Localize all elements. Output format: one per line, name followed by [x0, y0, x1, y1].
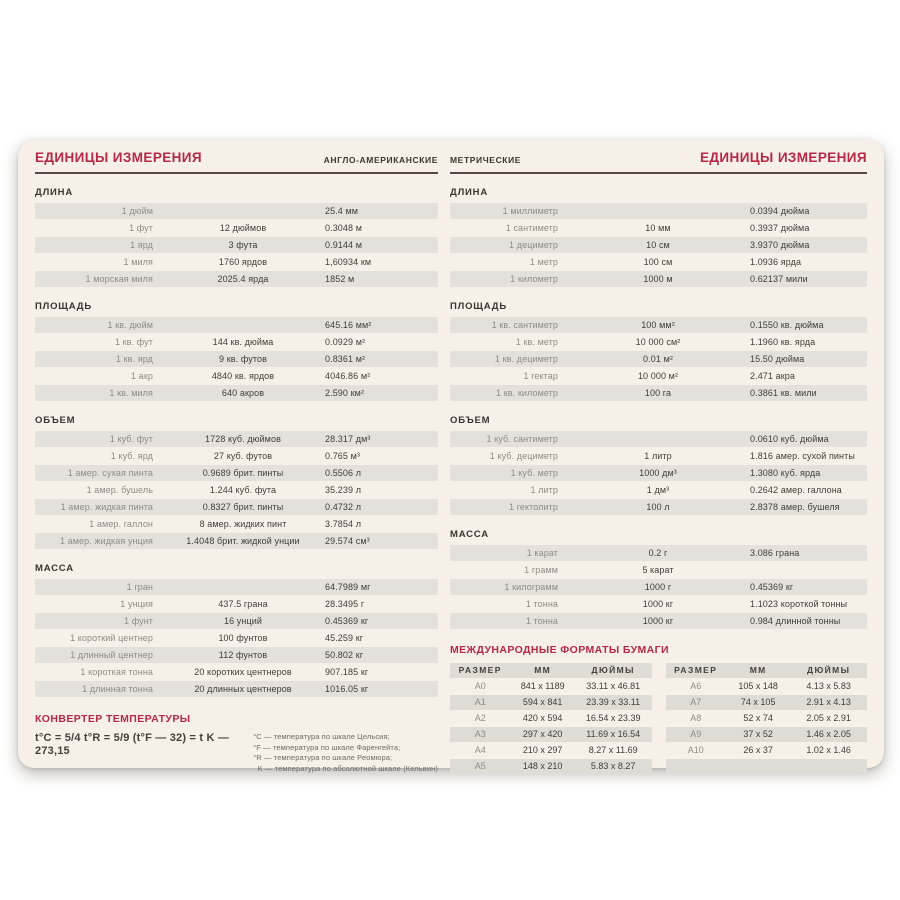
- table-cell: 1 фунт: [123, 616, 153, 626]
- table-cell: [163, 203, 323, 219]
- table-cell: 645.16 мм²: [325, 320, 372, 330]
- table-cell: 0.5506 л: [325, 468, 362, 478]
- table-cell: 8.27 x 11.69: [588, 745, 638, 755]
- column-subtitle: МЕТРИЧЕСКИЕ: [450, 155, 522, 165]
- table-cell: 23.39 x 33.11: [586, 697, 641, 707]
- table-cell: 0.9689 брит. пинты: [202, 468, 284, 478]
- table-cell: 2.8378 амер. бушеля: [750, 502, 840, 512]
- page-title: ЕДИНИЦЫ ИЗМЕРЕНИЯ: [35, 150, 202, 165]
- table-cell: 105 x 148: [738, 681, 778, 691]
- table-row: [35, 431, 438, 447]
- table-cell: A7: [690, 697, 702, 707]
- table-cell: 16.54 x 23.39: [585, 713, 641, 723]
- table-cell: 0.4732 л: [325, 502, 362, 512]
- table-cell: 1 куб. дециметр: [489, 451, 558, 461]
- table-row: [35, 681, 438, 697]
- table-cell: 29.574 см³: [325, 536, 370, 546]
- table-cell: 1 тонна: [525, 599, 558, 609]
- table-row: [450, 727, 652, 742]
- table-cell: 0.62137 мили: [750, 274, 808, 284]
- paper-formats-heading: МЕЖДУНАРОДНЫЕ ФОРМАТЫ БУМАГИ: [450, 644, 669, 656]
- temperature-legend: [253, 732, 438, 774]
- table-cell: 1 литр: [644, 451, 672, 461]
- table-row: [35, 317, 438, 333]
- table-cell: 0.765 м³: [325, 451, 361, 461]
- table-cell: 1 килограмм: [504, 582, 558, 592]
- table-cell: A6: [690, 681, 702, 691]
- table-row: [450, 613, 867, 629]
- table-cell: 0.3861 кв. мили: [750, 388, 817, 398]
- table-cell: 144 кв. дюйма: [212, 337, 274, 347]
- column-header-mm: ММ: [534, 665, 552, 675]
- table-row: [35, 448, 438, 464]
- section-length: [450, 187, 867, 288]
- table-cell: 0.0394 дюйма: [750, 206, 810, 216]
- table-cell: 25.4 мм: [325, 206, 359, 216]
- table-cell: 1728 куб. дюймов: [205, 434, 281, 444]
- table-cell: 4.13 x 5.83: [806, 681, 851, 691]
- table-cell: 16 унций: [224, 616, 262, 626]
- table-row: [450, 431, 867, 447]
- legend-line: °F — температура по шкале Фаренгейта;: [253, 742, 401, 752]
- section-volume: [35, 415, 438, 550]
- table-cell: 1 литр: [530, 485, 558, 495]
- temperature-converter: [35, 713, 438, 774]
- paper-header-row: [666, 663, 868, 678]
- table-cell: 10 см: [646, 240, 670, 250]
- table-cell: 594 x 841: [522, 697, 563, 707]
- table-cell: 26 x 37: [743, 745, 773, 755]
- table-cell: 1 грамм: [524, 565, 558, 575]
- table-cell: 112 фунтов: [218, 650, 268, 660]
- section-heading: ПЛОЩАДЬ: [450, 301, 507, 312]
- table-cell: 5 карат: [642, 565, 674, 575]
- table-cell: 1 миллиметр: [502, 206, 558, 216]
- table-cell: 4046.86 м²: [325, 371, 371, 381]
- table-cell: 11.69 x 16.54: [586, 729, 641, 739]
- table-cell: 1 унция: [120, 599, 153, 609]
- table-cell: 1 кв. миля: [109, 388, 153, 398]
- table-row: [450, 448, 867, 464]
- legend-line: K — температура по абсолютной шкале (Кельвин): [253, 763, 438, 773]
- temperature-body: [35, 732, 438, 774]
- unit-table-mass: [450, 545, 867, 629]
- table-cell: 2025.4 ярда: [217, 274, 269, 284]
- table-cell: 15.50 дюйма: [750, 354, 805, 364]
- table-row: [450, 220, 867, 236]
- table-row: [450, 237, 867, 253]
- table-cell: A0: [474, 681, 486, 691]
- table-cell: 28.317 дм³: [325, 434, 371, 444]
- table-cell: 1 тонна: [525, 616, 558, 626]
- table-cell: 12 дюймов: [219, 223, 267, 233]
- table-cell: 1 короткая тонна: [80, 667, 153, 677]
- paper-tables: [450, 663, 867, 775]
- column-subtitle: АНГЛО-АМЕРИКАНСКИЕ: [323, 155, 438, 165]
- table-cell: 1 короткий центнер: [70, 633, 153, 643]
- column-header: [35, 150, 438, 174]
- table-cell: 20 длинных центнеров: [194, 684, 292, 694]
- column-anglo-american: [35, 150, 438, 773]
- table-cell: 1 дм³: [646, 485, 670, 495]
- table-cell: 1 куб. фут: [109, 434, 153, 444]
- table-cell: 100 л: [646, 502, 670, 512]
- table-cell: 1 кв. дюйм: [107, 320, 153, 330]
- table-cell: 74 x 105: [740, 697, 776, 707]
- unit-table-volume: [450, 431, 867, 515]
- legend-line: °R — температура по шкале Реомюра;: [253, 753, 393, 762]
- table-cell: 1.0936 ярда: [750, 257, 802, 267]
- table-cell: 0.1550 кв. дюйма: [750, 320, 824, 330]
- table-cell: A2: [474, 713, 486, 723]
- table-cell: 27 куб. футов: [213, 451, 273, 461]
- table-cell: 1.816 амер. сухой пинты: [750, 451, 855, 461]
- table-cell: 1760 ярдов: [218, 257, 268, 267]
- table-cell: 0.984 длинной тонны: [750, 616, 841, 626]
- section-heading: ДЛИНА: [450, 187, 488, 198]
- table-cell: 1 акр: [131, 371, 153, 381]
- table-cell: 0.0610 куб. дюйма: [750, 434, 829, 444]
- table-cell: 907.185 кг: [325, 667, 369, 677]
- legend-line: °C — температура по шкале Цельсия;: [253, 732, 390, 741]
- table-row: [35, 613, 438, 629]
- table-row: [666, 679, 868, 694]
- table-cell: A1: [474, 697, 486, 707]
- temperature-formula: t°C = 5/4 t°R = 5/9 (t°F — 32) = t K — 273,15: [35, 732, 230, 757]
- table-cell: 100 см: [643, 257, 673, 267]
- table-cell: [568, 431, 748, 447]
- section-heading: ПЛОЩАДЬ: [35, 301, 92, 312]
- table-cell: 148 x 210: [522, 761, 563, 771]
- table-cell: 1852 м: [325, 274, 355, 284]
- table-cell: 1 кв. километр: [496, 388, 558, 398]
- table-row: [35, 596, 438, 612]
- table-cell: 1016.05 кг: [325, 684, 369, 694]
- table-row: [35, 664, 438, 680]
- table-cell: 0.9144 м: [325, 240, 363, 250]
- table-cell: 437.5 грана: [218, 599, 268, 609]
- table-cell: 2.91 x 4.13: [806, 697, 851, 707]
- table-row: [450, 465, 867, 481]
- temperature-heading: КОНВЕРТЕР ТЕМПЕРАТУРЫ: [35, 713, 191, 725]
- table-cell: 37 x 52: [743, 729, 773, 739]
- table-row: [450, 759, 652, 774]
- column-header-size: РАЗМЕР: [458, 665, 502, 675]
- table-row: [35, 368, 438, 384]
- table-cell: 45.259 кг: [325, 633, 364, 643]
- table-cell: 1 гектар: [523, 371, 558, 381]
- table-cell: 1 фут: [129, 223, 153, 233]
- table-cell: 0.8327 брит. пинты: [202, 502, 284, 512]
- table-cell: 20 коротких центнеров: [194, 667, 292, 677]
- table-cell: 10 мм: [645, 223, 671, 233]
- table-row: [35, 271, 438, 287]
- table-cell: 1 ярд: [130, 240, 153, 250]
- table-cell: 64.7989 мг: [325, 582, 371, 592]
- table-cell: 1.244 куб. фута: [209, 485, 277, 495]
- table-cell: 1 куб. метр: [510, 468, 558, 478]
- table-row: [450, 254, 867, 270]
- table-row: [450, 203, 867, 219]
- table-cell: 1.02 x 1.46: [806, 745, 851, 755]
- unit-table-area: [35, 317, 438, 401]
- table-row: [450, 385, 867, 401]
- table-cell: 1 метр: [529, 257, 558, 267]
- table-cell: 1000 г: [644, 582, 672, 592]
- table-row: [450, 596, 867, 612]
- column-header-size: РАЗМЕР: [674, 665, 718, 675]
- section-length: [35, 187, 438, 288]
- table-cell: [726, 759, 790, 774]
- table-cell: 52 x 74: [743, 713, 773, 723]
- table-cell: [163, 579, 323, 595]
- table-row: [35, 533, 438, 549]
- table-cell: 1 морская миля: [85, 274, 153, 284]
- table-cell: 1000 м: [643, 274, 673, 284]
- table-cell: 1.1960 кв. ярда: [750, 337, 816, 347]
- page-title: ЕДИНИЦЫ ИЗМЕРЕНИЯ: [700, 150, 867, 165]
- table-row: [35, 220, 438, 236]
- table-cell: 420 x 594: [522, 713, 563, 723]
- unit-table-length: [450, 203, 867, 287]
- section-heading: ОБЪЕМ: [35, 415, 76, 426]
- column-header: [450, 150, 867, 174]
- table-cell: 0.3937 дюйма: [750, 223, 810, 233]
- unit-table-mass: [35, 579, 438, 697]
- table-cell: 1 амер. бушель: [86, 485, 153, 495]
- section-heading: МАССА: [35, 563, 74, 574]
- table-cell: 0.8361 м²: [325, 354, 366, 364]
- table-cell: 1,60934 км: [325, 257, 372, 267]
- table-cell: 1 дюйм: [121, 206, 153, 216]
- table-row: [450, 271, 867, 287]
- column-metric: [450, 150, 867, 771]
- paper-table-a0-a5: [450, 663, 652, 775]
- table-cell: 1000 кг: [642, 599, 674, 609]
- section-heading: ОБЪЕМ: [450, 415, 491, 426]
- table-cell: 4840 кв. ярдов: [211, 371, 275, 381]
- table-cell: A3: [474, 729, 486, 739]
- table-cell: 1 куб. ярд: [110, 451, 153, 461]
- table-row: [35, 254, 438, 270]
- table-row: [35, 630, 438, 646]
- table-row: [35, 385, 438, 401]
- table-cell: 3.7854 л: [325, 519, 362, 529]
- column-header-inches: ДЮЙМЫ: [807, 665, 851, 675]
- table-cell: A10: [687, 745, 704, 755]
- table-cell: A9: [690, 729, 702, 739]
- column-header-inches: ДЮЙМЫ: [591, 665, 635, 675]
- table-cell: 9 кв. футов: [219, 354, 267, 364]
- paper-header-row: [450, 663, 652, 678]
- table-cell: 1 амер. сухая пинта: [67, 468, 153, 478]
- section-area: [450, 301, 867, 402]
- table-cell: 1 длинный центнер: [70, 650, 153, 660]
- table-cell: 3.086 грана: [750, 548, 800, 558]
- paper-formats: [450, 644, 867, 775]
- unit-table-area: [450, 317, 867, 401]
- table-row: [450, 743, 652, 758]
- table-cell: 1000 кг: [642, 616, 674, 626]
- table-row: [450, 579, 867, 595]
- table-cell: [748, 562, 867, 578]
- table-row: [450, 334, 867, 350]
- table-cell: [666, 759, 726, 774]
- table-row: [35, 237, 438, 253]
- table-row: [450, 368, 867, 384]
- table-cell: A5: [474, 761, 486, 771]
- unit-table-volume: [35, 431, 438, 549]
- table-cell: 297 x 420: [522, 729, 563, 739]
- table-cell: 0.3048 м: [325, 223, 363, 233]
- table-row: [450, 482, 867, 498]
- table-row: [666, 727, 868, 742]
- table-row: [450, 499, 867, 515]
- table-cell: [568, 203, 748, 219]
- table-cell: A8: [690, 713, 702, 723]
- table-row: [666, 743, 868, 758]
- table-row: [35, 465, 438, 481]
- table-cell: A4: [474, 745, 486, 755]
- table-cell: 10 000 см²: [635, 337, 681, 347]
- table-cell: 210 x 297: [522, 745, 563, 755]
- table-cell: 1.3080 куб. ярда: [750, 468, 821, 478]
- table-cell: 100 мм²: [641, 320, 675, 330]
- table-cell: 0.2 г: [648, 548, 668, 558]
- table-row: [450, 545, 867, 561]
- table-cell: 3.9370 дюйма: [750, 240, 810, 250]
- table-row: [35, 334, 438, 350]
- table-cell: 10 000 м²: [637, 371, 679, 381]
- table-cell: 0.45369 кг: [325, 616, 369, 626]
- section-area: [35, 301, 438, 402]
- table-cell: 50.802 кг: [325, 650, 364, 660]
- table-cell: 1 гектолитр: [509, 502, 558, 512]
- column-header-mm: ММ: [749, 665, 767, 675]
- table-row: [450, 711, 652, 726]
- table-row: [666, 695, 868, 710]
- table-cell: 2.590 км²: [325, 388, 365, 398]
- table-row: [666, 759, 868, 774]
- reference-page: [18, 140, 884, 773]
- table-cell: [163, 317, 323, 333]
- table-cell: 0.2642 амер. галлона: [750, 485, 842, 495]
- table-row: [35, 499, 438, 515]
- table-row: [450, 562, 867, 578]
- table-row: [450, 695, 652, 710]
- table-cell: 1 куб. сантиметр: [486, 434, 558, 444]
- table-cell: 1.4048 брит. жидкой унции: [186, 536, 300, 546]
- table-cell: 8 амер. жидких пинт: [199, 519, 287, 529]
- section-heading: ДЛИНА: [35, 187, 73, 198]
- table-cell: 33.11 x 46.81: [586, 681, 641, 691]
- table-cell: 3 фута: [228, 240, 258, 250]
- table-cell: 1 дециметр: [509, 240, 558, 250]
- table-cell: 35.239 л: [325, 485, 362, 495]
- table-cell: 1 миля: [123, 257, 153, 267]
- table-cell: 1 километр: [510, 274, 558, 284]
- table-cell: 1 амер. галлон: [89, 519, 153, 529]
- paper-table-a6-a10: [666, 663, 868, 775]
- table-cell: 2.05 x 2.91: [806, 713, 851, 723]
- table-cell: 1 карат: [526, 548, 558, 558]
- table-cell: 1 амер. жидкая унция: [59, 536, 153, 546]
- table-row: [666, 711, 868, 726]
- table-row: [35, 351, 438, 367]
- table-cell: 28.3495 г: [325, 599, 365, 609]
- table-row: [35, 579, 438, 595]
- table-cell: [790, 759, 867, 774]
- table-row: [35, 203, 438, 219]
- table-cell: 1.1023 короткой тонны: [750, 599, 848, 609]
- table-cell: 640 акров: [221, 388, 265, 398]
- table-row: [35, 647, 438, 663]
- table-row: [450, 679, 652, 694]
- table-cell: 1 кв. дециметр: [494, 354, 558, 364]
- table-cell: 0.0929 м²: [325, 337, 366, 347]
- table-row: [450, 317, 867, 333]
- table-cell: 1 кв. фут: [114, 337, 153, 347]
- unit-table-length: [35, 203, 438, 287]
- table-cell: 1 кв. метр: [515, 337, 558, 347]
- table-cell: 100 фунтов: [218, 633, 268, 643]
- table-cell: 1 сантиметр: [505, 223, 558, 233]
- table-cell: 1 амер. жидкая пинта: [60, 502, 153, 512]
- table-cell: 1.46 x 2.05: [806, 729, 851, 739]
- table-cell: 5.83 x 8.27: [590, 761, 636, 771]
- table-cell: 0.45369 кг: [750, 582, 794, 592]
- table-row: [450, 351, 867, 367]
- section-mass: [35, 563, 438, 698]
- table-cell: 1 длинная тонна: [82, 684, 153, 694]
- table-row: [35, 516, 438, 532]
- table-cell: 100 га: [644, 388, 672, 398]
- section-volume: [450, 415, 867, 516]
- table-cell: 1000 дм³: [639, 468, 677, 478]
- section-mass: [450, 529, 867, 630]
- table-cell: 841 x 1189: [520, 681, 565, 691]
- table-cell: 0.01 м²: [643, 354, 673, 364]
- table-cell: 2.471 акра: [750, 371, 795, 381]
- table-cell: 1 кв. ярд: [115, 354, 153, 364]
- table-cell: 1 гран: [126, 582, 153, 592]
- table-row: [35, 482, 438, 498]
- table-cell: 1 кв. сантиметр: [491, 320, 558, 330]
- section-heading: МАССА: [450, 529, 489, 540]
